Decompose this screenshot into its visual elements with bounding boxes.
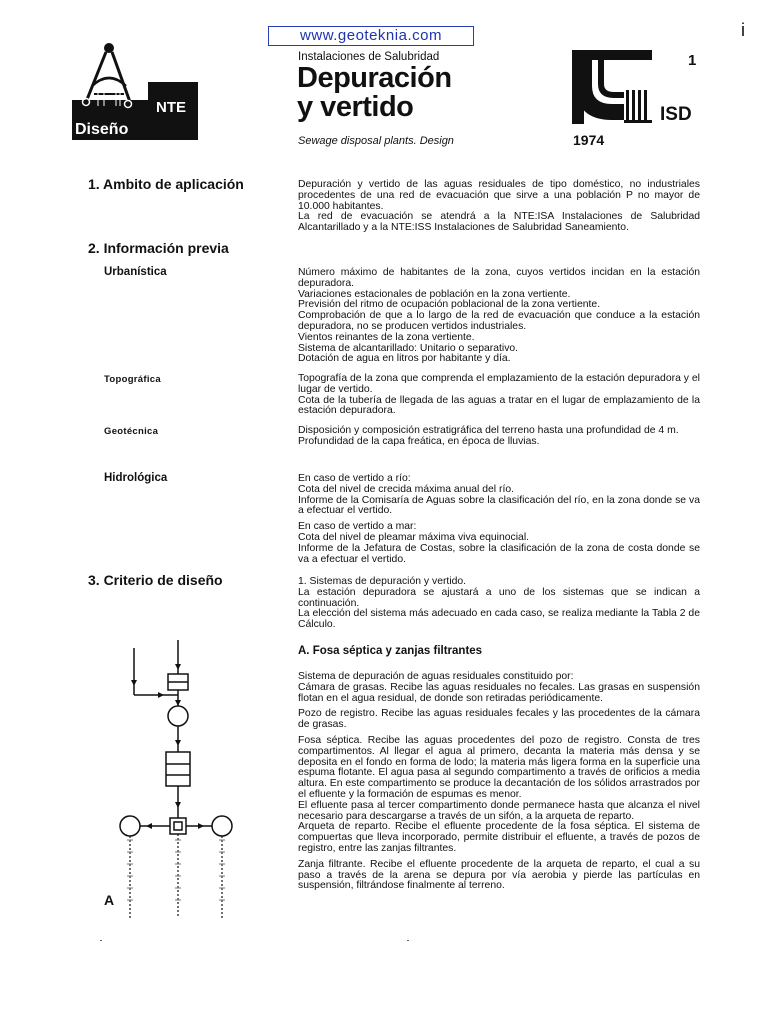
paragraph: Sistema de depuración de aguas residuales constituido por: Cámara de grasas. Recibe las aguas residuales no fecales. Las grasas en suspensión flotan en el agua residual, de donde son retiradas periódicamente. — [298, 671, 700, 704]
nte-logo — [72, 42, 198, 140]
paragraph: Cota del nivel de crecida máxima anual del río. — [298, 483, 515, 495]
corner-mark: i — [741, 20, 745, 40]
paragraph: Pozo de registro. Recibe las aguas residuales fecales y las procedentes de la cámara de grasas. — [298, 708, 700, 731]
topografica-text — [298, 374, 700, 417]
website-url-link[interactable]: www.geoteknia.com — [268, 26, 474, 46]
paragraph: Vientos reinantes de la zona vertiente. — [298, 331, 475, 343]
page-mark — [100, 940, 102, 941]
paragraph: En caso de vertido a mar: — [298, 521, 417, 533]
hidrologica-label: Hidrológica — [104, 472, 168, 484]
paragraph: Fosa séptica. Recibe las aguas procedentes del pozo de registro. Consta de tres compartimentos. Al llegar el agua al primero, decanta la materia más densa y se deposita en el fondo en forma de lodo; la materia más ligera forma en la superficie una espuma flotante. El agua pasa al segundo compartimento a través de orificios a media altura. En este compartimento se produce la decantación de los sólidos arrastrados por el efluente y la formación de espumas es menor. El efluente pasa al tercer compartimento donde permanece hasta que alcanza el nivel necesario para descargarse a través de un sifón, a la arqueta de reparto. — [298, 734, 700, 822]
page-number: 1 — [688, 52, 697, 69]
isd-pipe-icon — [572, 50, 652, 124]
urbanistica-label: Urbanística — [104, 266, 167, 278]
logo-nte-text: NTE — [156, 99, 186, 116]
section-a-text — [298, 672, 700, 892]
section-1-heading: 1. Ambito de aplicación — [88, 176, 244, 192]
paragraph: La red de evacuación se atendrá a la NTE:ISA Instalaciones de Salubridad Alcantarillado y a la NTE:ISS Instalaciones de Salubridad Saneamiento. — [298, 211, 700, 234]
figure-label: A — [104, 892, 115, 908]
paragraph: Arqueta de reparto. Recibe el efluente procedente de la fosa séptica. El sistema de compuertas que lleva incorporado, permite distribuir el efluente, a través de pozos de registro, entre las zanjas filtrantes. — [298, 821, 700, 854]
paragraph: Informe de la Jefatura de Costas, sobre la clasificación de la zona de costa donde se va a efectuar el vertido. — [298, 542, 700, 565]
compass-icon — [72, 42, 198, 140]
geotecnica-text — [298, 426, 700, 448]
page-title — [297, 64, 452, 122]
paragraph: Dotación de agua en litros por habitante y día. — [298, 353, 511, 365]
title-line-1: Depuración — [297, 62, 452, 94]
paragraph: Previsión del ritmo de ocupación poblacional de la zona vertiente. — [298, 299, 601, 311]
urbanistica-text — [298, 268, 700, 365]
paragraph: Zanja filtrante. Recibe el efluente procedente de la arqueta de reparto, el cual a su paso a través de la arena se depura por vía aerobia y pierde las partículas en suspensión, filtrándose finalmente al terreno. — [298, 858, 700, 892]
section-a-heading: A. Fosa séptica y zanjas filtrantes — [298, 645, 483, 657]
paragraph: Disposición y composición estratigráfica del terreno hasta una profundidad de 4 m. — [298, 425, 679, 436]
paragraph: En caso de vertido a río: — [298, 473, 411, 484]
geotecnica-label: Geotécnica — [104, 426, 159, 437]
paragraph: Topografía de la zona que comprenda el emplazamiento de la estación depuradora y el lugar de vertido. — [298, 373, 700, 395]
section-2-heading: 2. Información previa — [88, 240, 229, 256]
title-line-2: y vertido — [297, 91, 414, 123]
english-title: Sewage disposal plants. Design — [298, 135, 454, 147]
paragraph: La elección del sistema más adecuado en cada caso, se realiza mediante la Tabla 2 de Cálculo. — [298, 608, 700, 631]
septic-system-diagram — [100, 640, 250, 925]
paragraph: Número máximo de habitantes de la zona, cuyos vertidos incidan en la estación depuradora. — [298, 267, 700, 289]
paragraph: Sistema de alcantarillado: Unitario o separativo. — [298, 342, 519, 354]
document-year: 1974 — [573, 132, 605, 148]
paragraph: 1. Sistemas de depuración y vertido. — [298, 576, 467, 587]
document-subtitle: Instalaciones de Salubridad — [298, 51, 440, 63]
paragraph: Variaciones estacionales de población en la zona vertiente. — [298, 288, 571, 300]
paragraph: La estación depuradora se ajustará a uno de los sistemas que se indican a continuación. — [298, 586, 700, 609]
paragraph: Cota del nivel de pleamar máxima viva equinocial. — [298, 531, 530, 543]
paragraph: Cota de la tubería de llegada de las aguas a tratar en el lugar de emplazamiento de la estación depuradora. — [298, 394, 700, 417]
hidrologica-text — [298, 474, 700, 565]
flow-diagram-icon — [100, 640, 250, 925]
paragraph: Comprobación de que a lo largo de la red de evacuación que conduce a la estación depuradora, no se producen vertidos industriales. — [298, 310, 700, 332]
section-3-text — [298, 577, 700, 631]
paragraph: Informe de la Comisaría de Aguas sobre la clasificación del río, en la zona donde se va a efectuar el vertido. — [298, 494, 700, 517]
section-1-text — [298, 180, 700, 234]
logo-diseno-text: Diseño — [75, 121, 129, 138]
document-code: ISD — [660, 104, 692, 125]
section-3-heading: 3. Criterio de diseño — [88, 572, 223, 588]
paragraph: Depuración y vertido de las aguas residuales de tipo doméstico, no industriales procedentes de una red de evacuación que sirve a una población P no mayor de 10.000 habitantes. — [298, 179, 700, 212]
topografica-label: Topográfica — [104, 374, 161, 385]
page-mark — [407, 940, 409, 941]
paragraph: Profundidad de la capa freática, en época de lluvias. — [298, 435, 540, 447]
